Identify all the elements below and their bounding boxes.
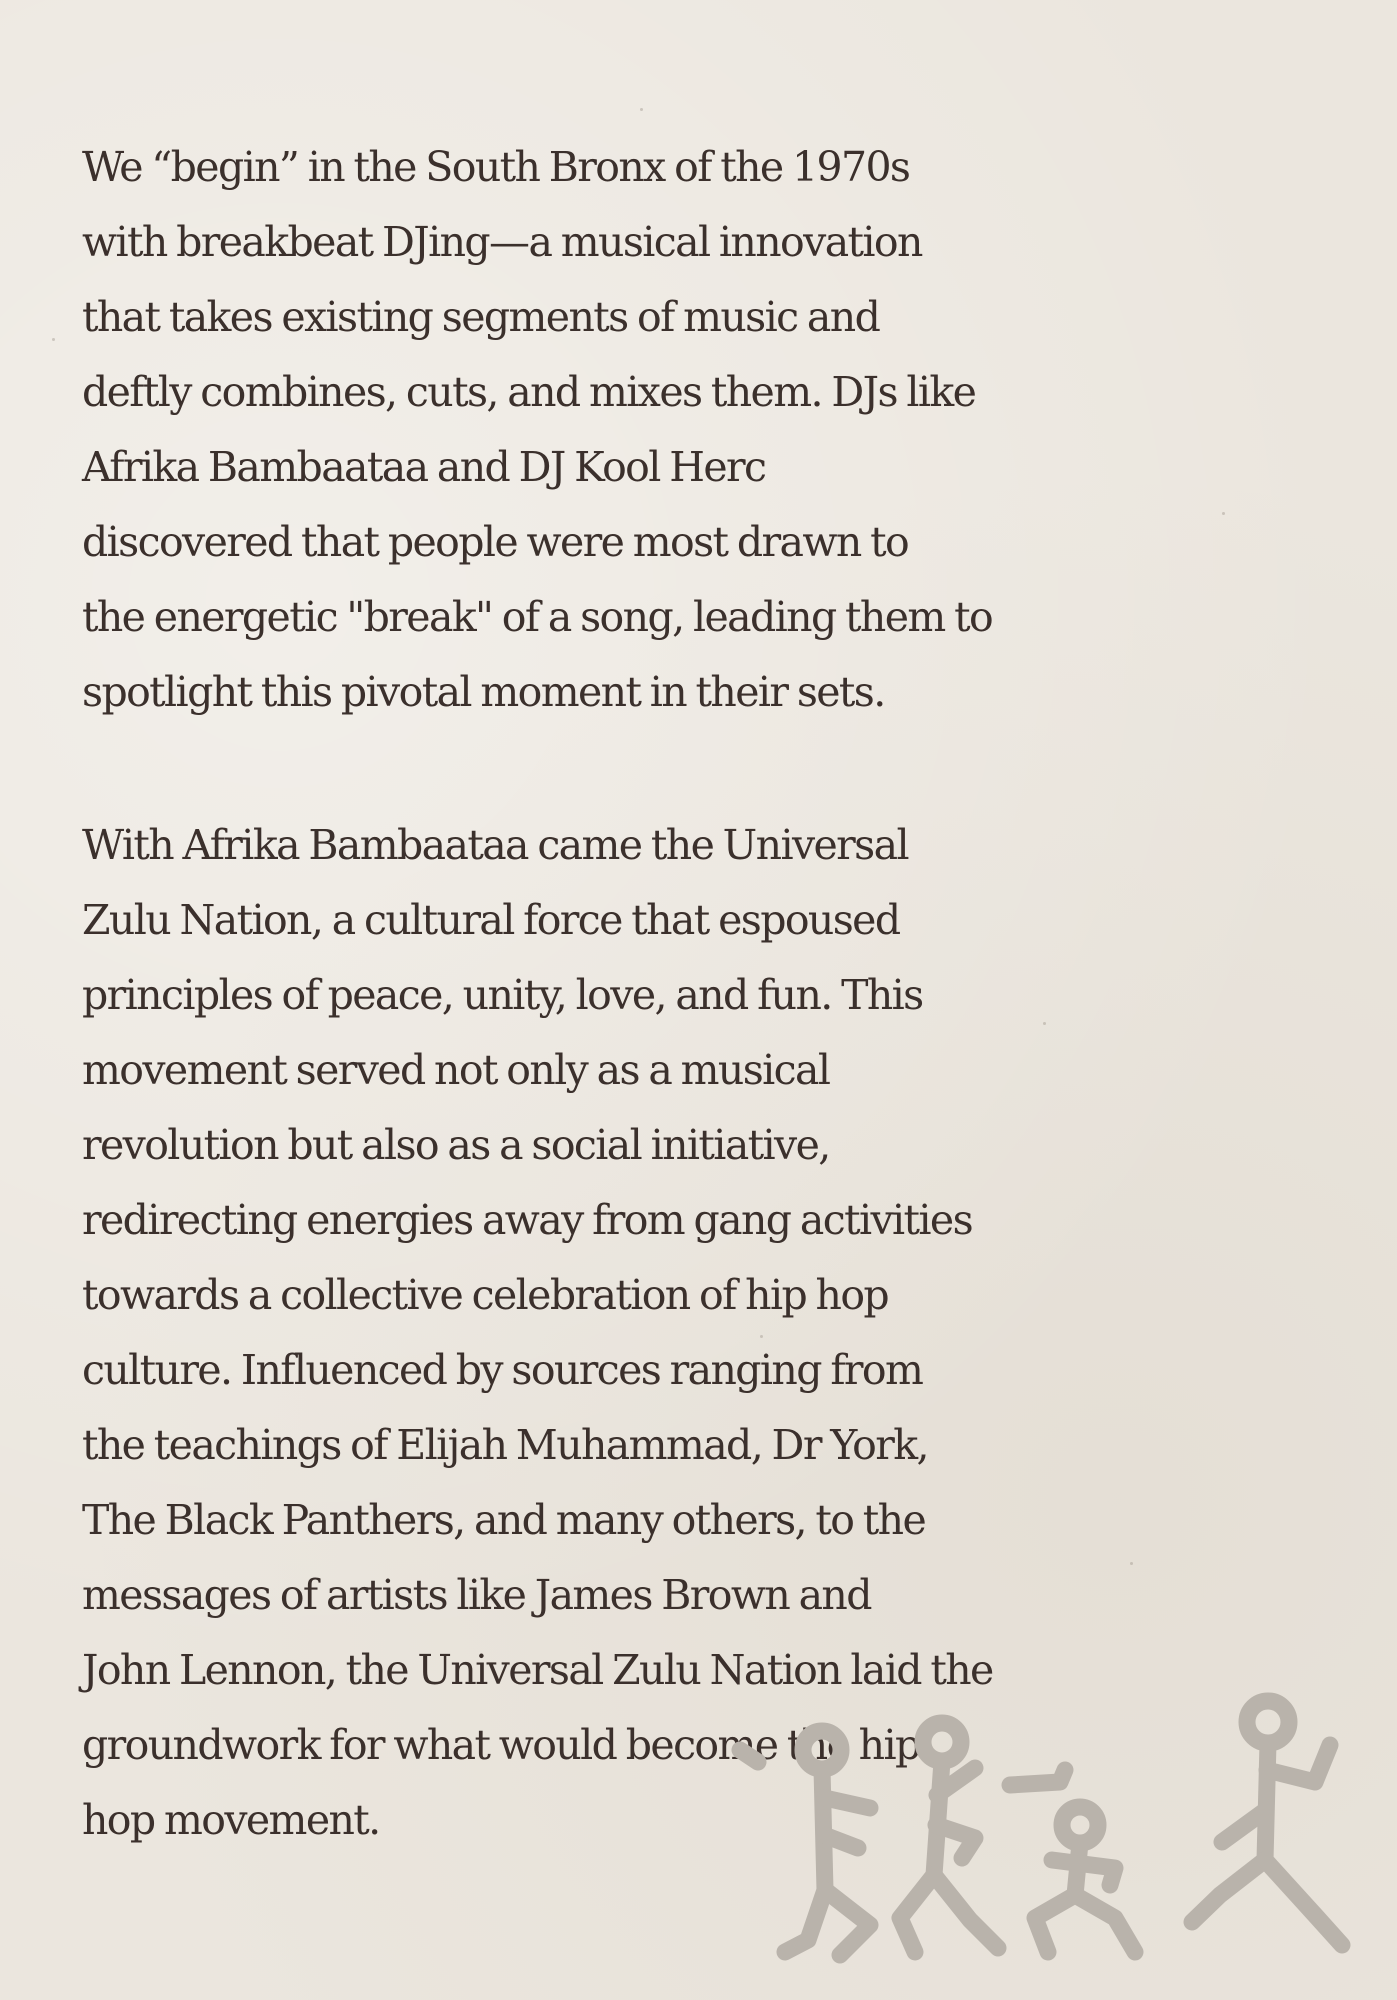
paper-speck <box>640 108 643 111</box>
text-line: messages of artists like James Brown and <box>82 1571 871 1619</box>
text-line: Afrika Bambaataa and DJ Kool Herc <box>82 443 766 491</box>
text-line: redirecting energies away from gang activities <box>82 1196 973 1244</box>
text-line: principles of peace, unity, love, and fun. This <box>82 971 923 1019</box>
dancing-stick-figures-icon <box>730 1690 1370 1990</box>
text-line: revolution but also as a social initiative, <box>82 1121 830 1169</box>
paragraph-breakbeat-origins <box>82 130 1142 730</box>
text-line: deftly combines, cuts, and mixes them. DJs like <box>82 368 976 416</box>
dancer-figure-1 <box>740 1731 870 1955</box>
text-line: towards a collective celebration of hip hop <box>82 1271 889 1319</box>
dancer-figure-2 <box>900 1723 998 1952</box>
text-line: John Lennon, the Universal Zulu Nation laid the <box>82 1646 993 1694</box>
dancer-figure-4 <box>1192 1701 1342 1945</box>
paper-speck <box>52 338 55 341</box>
text-line: the teachings of Elijah Muhammad, Dr York, <box>82 1421 928 1469</box>
text-line: with breakbeat DJing—a musical innovation <box>82 218 922 266</box>
text-line: discovered that people were most drawn to <box>82 518 909 566</box>
text-line: The Black Panthers, and many others, to the <box>82 1496 926 1544</box>
text-line: hop movement. <box>82 1796 380 1844</box>
text-line: the energetic "break" of a song, leading them to <box>82 593 993 641</box>
text-line: Zulu Nation, a cultural force that espoused <box>82 896 900 944</box>
text-line: We “begin” in the South Bronx of the 1970s <box>82 143 910 191</box>
text-line: groundwork for what would become the hip <box>82 1721 920 1769</box>
text-line: culture. Influenced by sources ranging from <box>82 1346 923 1394</box>
dancer-figure-3 <box>1010 1770 1135 1952</box>
text-line: With Afrika Bambaataa came the Universal <box>82 821 908 869</box>
text-line: movement served not only as a musical <box>82 1046 830 1094</box>
paper-speck <box>1222 512 1225 515</box>
text-line: that takes existing segments of music and <box>82 293 880 341</box>
text-line: spotlight this pivotal moment in their sets. <box>82 668 885 716</box>
